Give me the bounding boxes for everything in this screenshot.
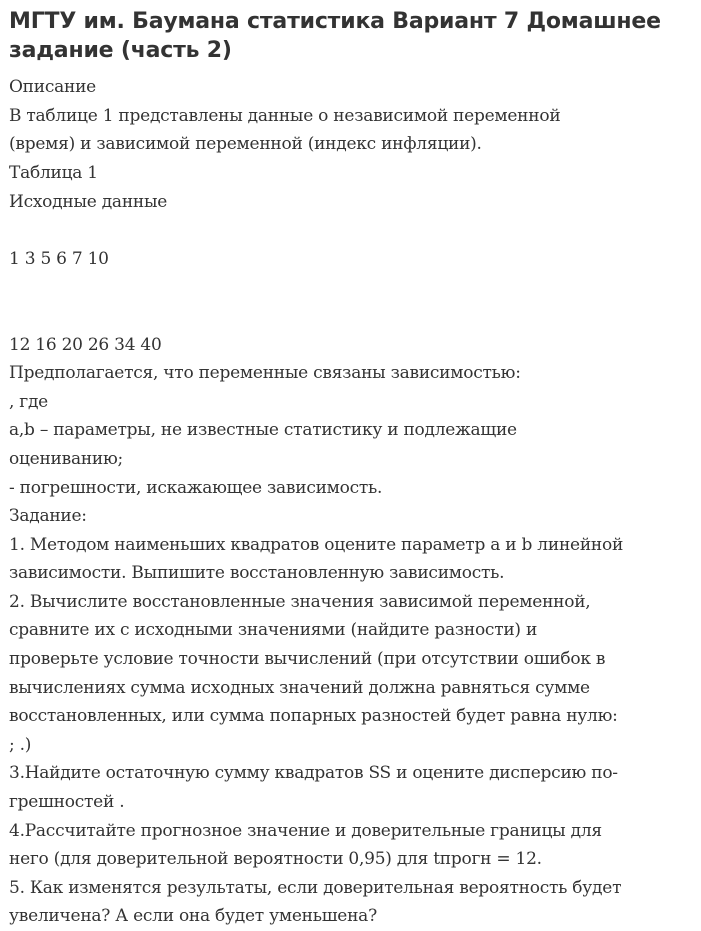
table-subtitle: Исходные данные (9, 191, 168, 212)
task-item-line: ; .) (9, 734, 32, 755)
paragraph-line: В таблице 1 представлены данные о независимой переменной (9, 105, 561, 126)
paragraph-line: - погрешности, искажающее зависимость. (9, 477, 383, 498)
task-item-line: проверьте условие точности вычислений (при отсутствии ошибок в (9, 649, 606, 670)
paragraph-line: , где (9, 391, 48, 412)
title-line-1: МГТУ им. Баумана статистика Вариант 7 Домашнее (9, 9, 661, 34)
task-item-line: восстановленных, или сумма попарных разностей будет равна нулю: (9, 706, 618, 727)
paragraph-line: a,b – параметры, не известные статистику и подлежащие (9, 420, 517, 441)
paragraph-line: Предполагается, что переменные связаны зависимостью: (9, 363, 521, 384)
blank-line (9, 302, 701, 331)
table-row-inflation: 12 16 20 26 34 40 (9, 334, 162, 355)
blank-line (9, 216, 701, 245)
blank-line (9, 273, 701, 302)
paragraph-line: оцениванию; (9, 448, 124, 469)
document-body (9, 73, 701, 931)
task-item-line: зависимости. Выпишите восстановленную зависимость. (9, 563, 505, 584)
task-item-line: 2. Вычислите восстановленные значения зависимой переменной, (9, 591, 591, 612)
task-item-line: 3.Найдите остаточную сумму квадратов SS и оцените дисперсию по- (9, 763, 618, 784)
task-item-line: вычислениях сумма исходных значений должна равняться сумме (9, 677, 590, 698)
table-caption: Таблица 1 (9, 162, 98, 183)
task-item-line: 1. Методом наименьших квадратов оцените параметр a и b линейной (9, 534, 624, 555)
task-item-line: 5. Как изменятся результаты, если доверительная вероятность будет (9, 877, 622, 898)
section-heading-task: Задание: (9, 506, 87, 527)
task-item-line: увеличена? А если она будет уменьшена? (9, 906, 377, 927)
title-line-2: задание (часть 2) (9, 37, 232, 63)
paragraph-line: (время) и зависимой переменной (индекс инфляции). (9, 134, 482, 155)
task-item-line: него (для доверительной вероятности 0,95) для tпрогн = 12. (9, 849, 542, 870)
task-item-line: сравните их с исходными значениями (найдите разности) и (9, 620, 538, 641)
page-title (9, 8, 689, 65)
table-row-time: 1 3 5 6 7 10 (9, 248, 109, 269)
section-heading-description: Описание (9, 77, 96, 98)
task-item-line: 4.Рассчитайте прогнозное значение и доверительные границы для (9, 820, 602, 841)
task-item-line: грешностей . (9, 792, 125, 813)
